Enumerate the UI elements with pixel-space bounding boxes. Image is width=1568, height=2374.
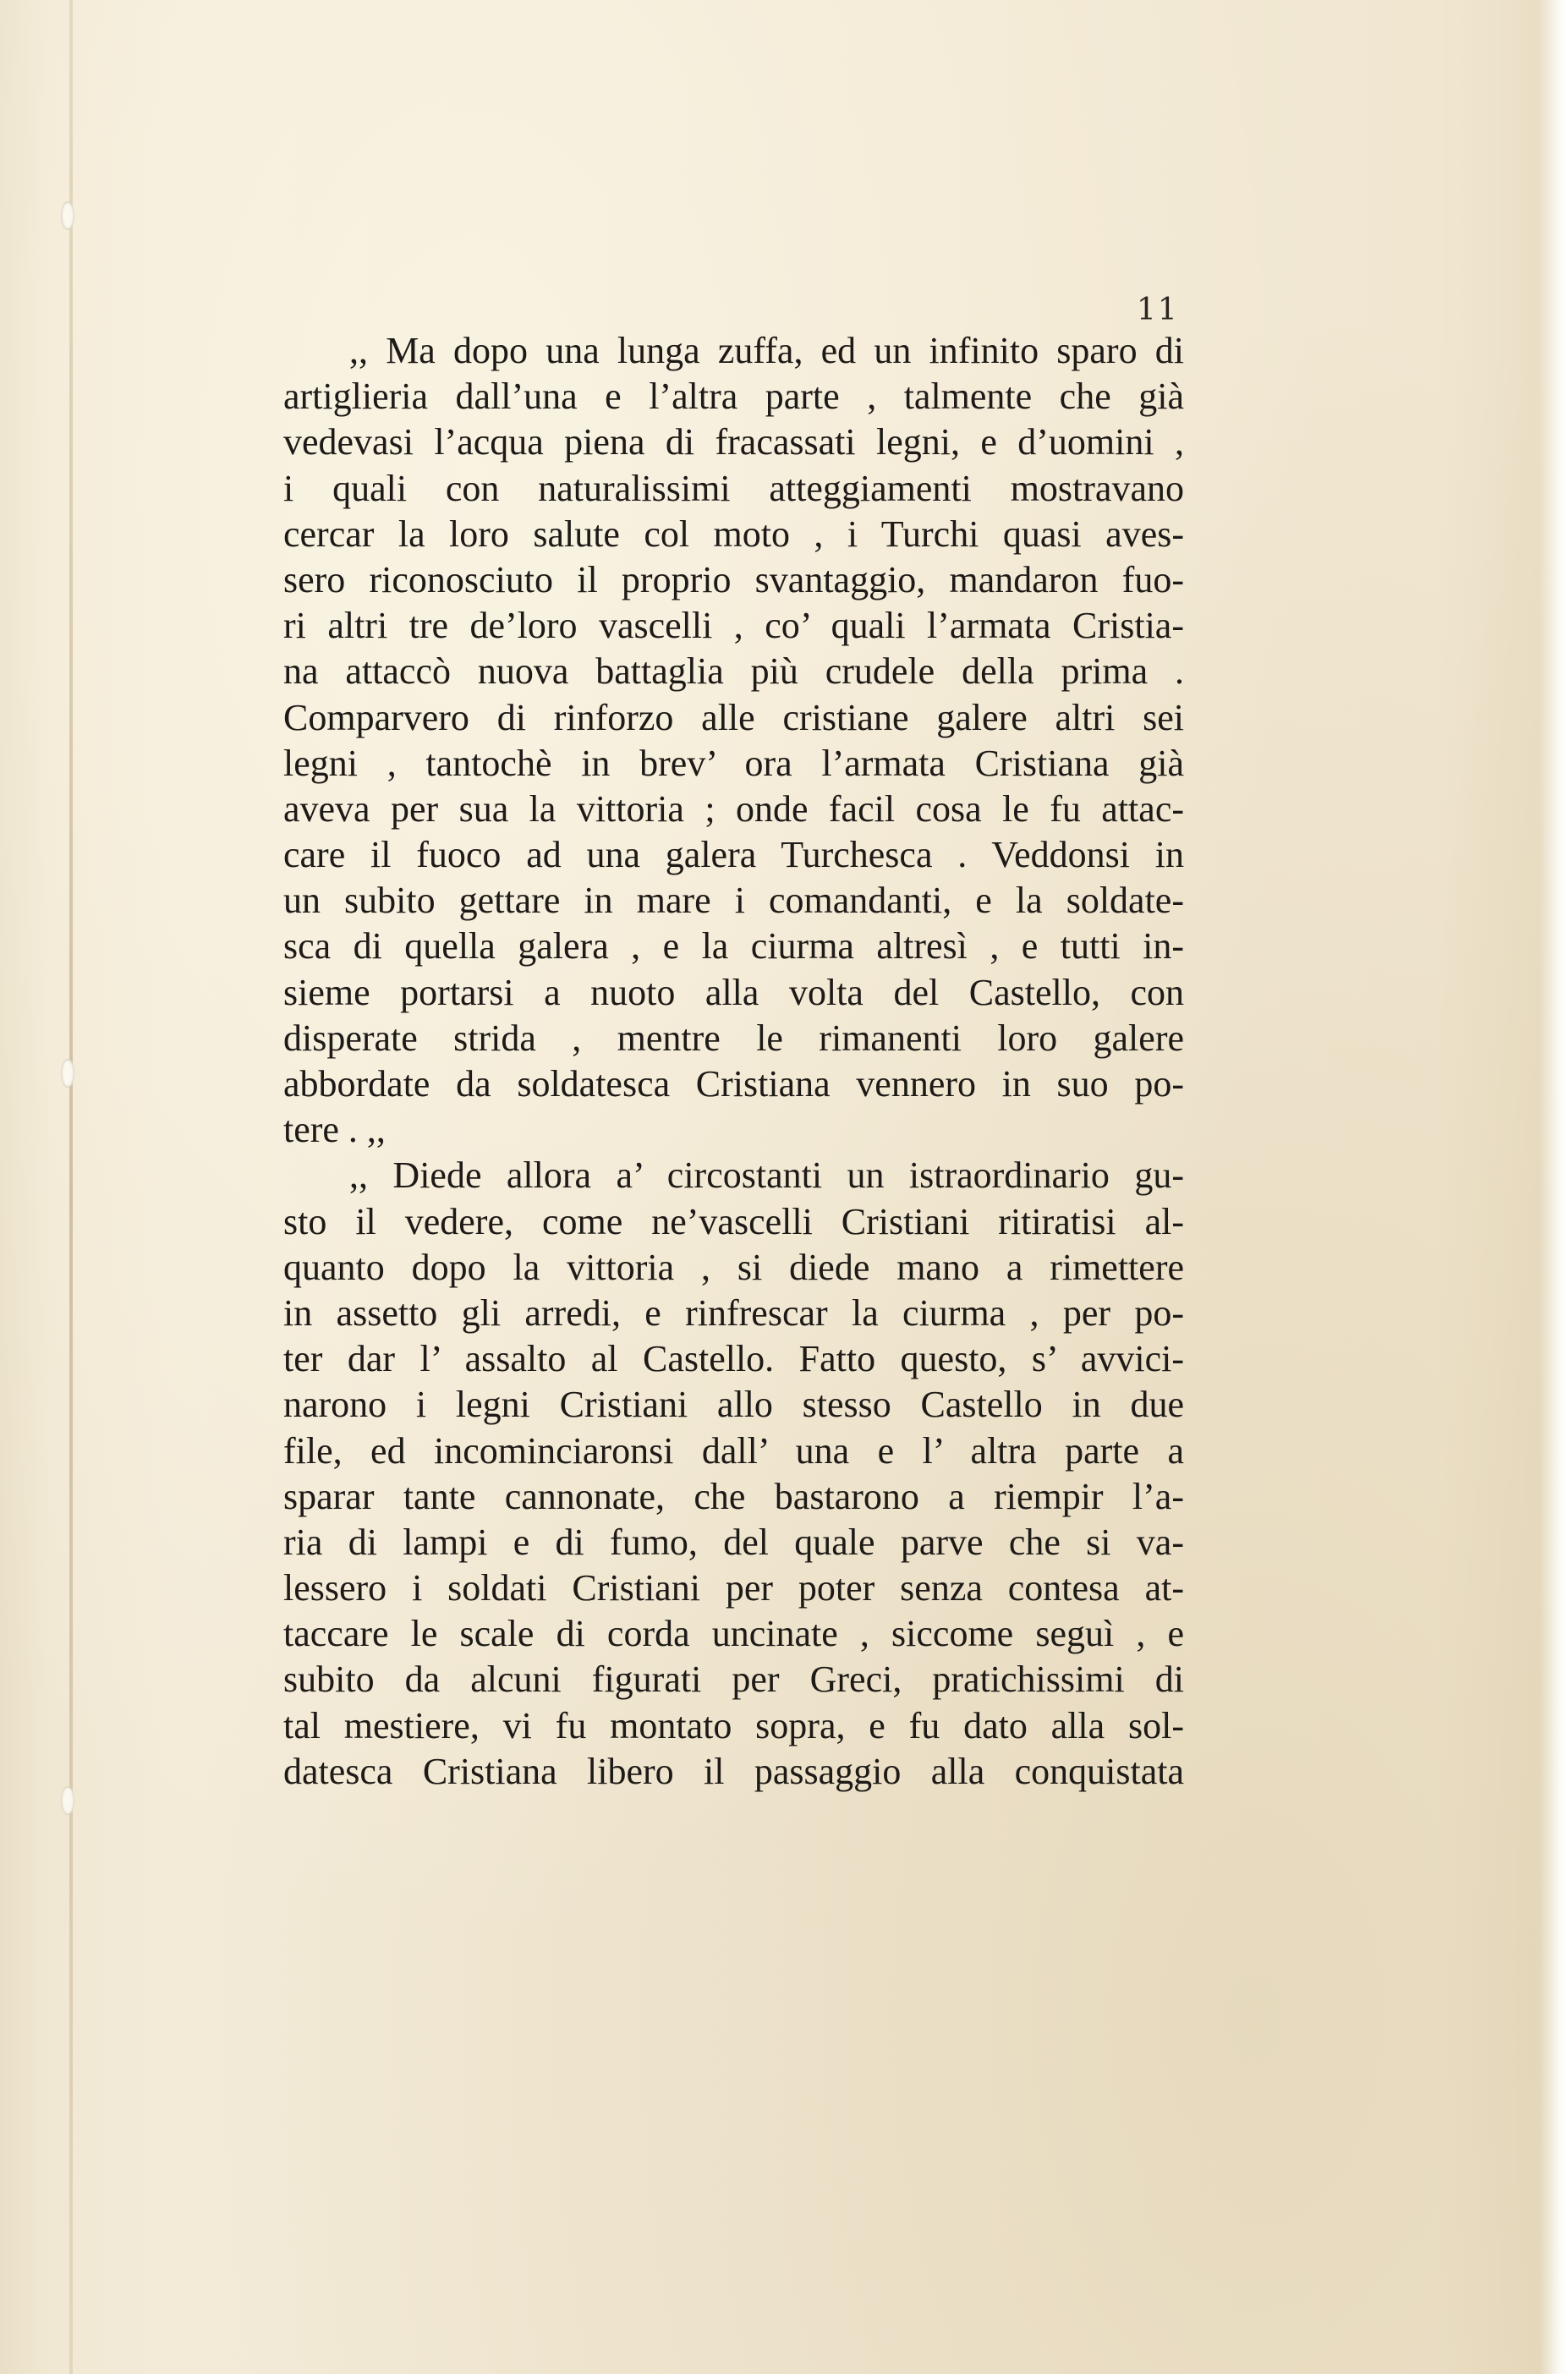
- binding-fold: [69, 0, 73, 2374]
- text-line: artiglieria dall’una e l’altra parte , talmente che già: [283, 376, 1184, 418]
- text-line: cercar la loro salute col moto , i Turchi quasi aves-: [283, 513, 1184, 555]
- text-line: sparar tante cannonate, che bastarono a riempir l’a-: [283, 1475, 1184, 1517]
- text-line: sca di quella galera , e la ciurma altresì , e tutti in-: [283, 925, 1184, 968]
- text-line: ter dar l’ assalto al Castello. Fatto questo, s’ avvici-: [283, 1338, 1184, 1380]
- text-line: sto il vedere, come ne’vascelli Cristiani ritiratisi al-: [283, 1200, 1184, 1242]
- page-edge: [1539, 0, 1568, 2374]
- page-number: 11: [1137, 293, 1179, 327]
- text-line: ria di lampi e di fumo, del quale parve che si va-: [283, 1521, 1184, 1563]
- text-line: i quali con naturalissimi atteggiamenti mostravano: [283, 467, 1184, 509]
- stitch-hole: [61, 1059, 74, 1088]
- text-line: ri altri tre de’loro vascelli , co’ quali l’armata Cristia-: [283, 605, 1184, 647]
- text-line: aveva per sua la vittoria ; onde facil cosa le fu attac-: [283, 787, 1184, 830]
- text-line: un subito gettare in mare i comandanti, e la soldate-: [283, 880, 1184, 922]
- text-line: subito da alcuni figurati per Greci, pratichissimi di: [283, 1659, 1184, 1701]
- stitch-hole: [61, 201, 74, 230]
- text-line: na attaccò nuova battaglia più crudele della prima .: [283, 650, 1184, 693]
- text-line: datesca Cristiana libero il passaggio alla conquistata: [283, 1750, 1184, 1792]
- text-line: legni , tantochè in brev’ ora l’armata Cristiana già: [283, 742, 1184, 784]
- text-line: quanto dopo la vittoria , si diede mano a rimettere: [283, 1246, 1184, 1288]
- text-line: taccare le scale di corda uncinate , siccome seguì , e: [283, 1613, 1184, 1655]
- body-text: [283, 328, 1184, 1795]
- text-line: lessero i soldati Cristiani per poter senza contesa at-: [283, 1567, 1184, 1609]
- text-line: file, ed incominciaronsi dall’ una e l’ altra parte a: [283, 1429, 1184, 1472]
- text-line: ,, Diede allora a’ circostanti un istraordinario gu-: [349, 1154, 1184, 1197]
- stitch-hole: [61, 1786, 74, 1815]
- text-line: abbordate da soldatesca Cristiana vennero in suo po-: [283, 1063, 1184, 1105]
- text-line: sieme portarsi a nuoto alla volta del Castello, con: [283, 971, 1184, 1013]
- text-line: Comparvero di rinforzo alle cristiane galere altri sei: [283, 696, 1184, 738]
- text-line: tal mestiere, vi fu montato sopra, e fu dato alla sol-: [283, 1704, 1184, 1746]
- text-line: in assetto gli arredi, e rinfrescar la ciurma , per po-: [283, 1291, 1184, 1334]
- paragraph-1: [283, 328, 1184, 1153]
- text-line: tere . ,,: [283, 1109, 386, 1151]
- text-line: ,, Ma dopo una lunga zuffa, ed un infinito sparo di: [349, 330, 1184, 371]
- text-line: disperate strida , mentre le rimanenti loro galere: [283, 1017, 1184, 1059]
- paragraph-2: [283, 1153, 1184, 1795]
- text-line: narono i legni Cristiani allo stesso Castello in due: [283, 1384, 1184, 1426]
- text-line: care il fuoco ad una galera Turchesca . Veddonsi in: [283, 834, 1184, 876]
- text-line: sero riconosciuto il proprio svantaggio, mandaron fuo-: [283, 558, 1184, 600]
- text-line: vedevasi l’acqua piena di fracassati legni, e d’uomini ,: [283, 421, 1184, 463]
